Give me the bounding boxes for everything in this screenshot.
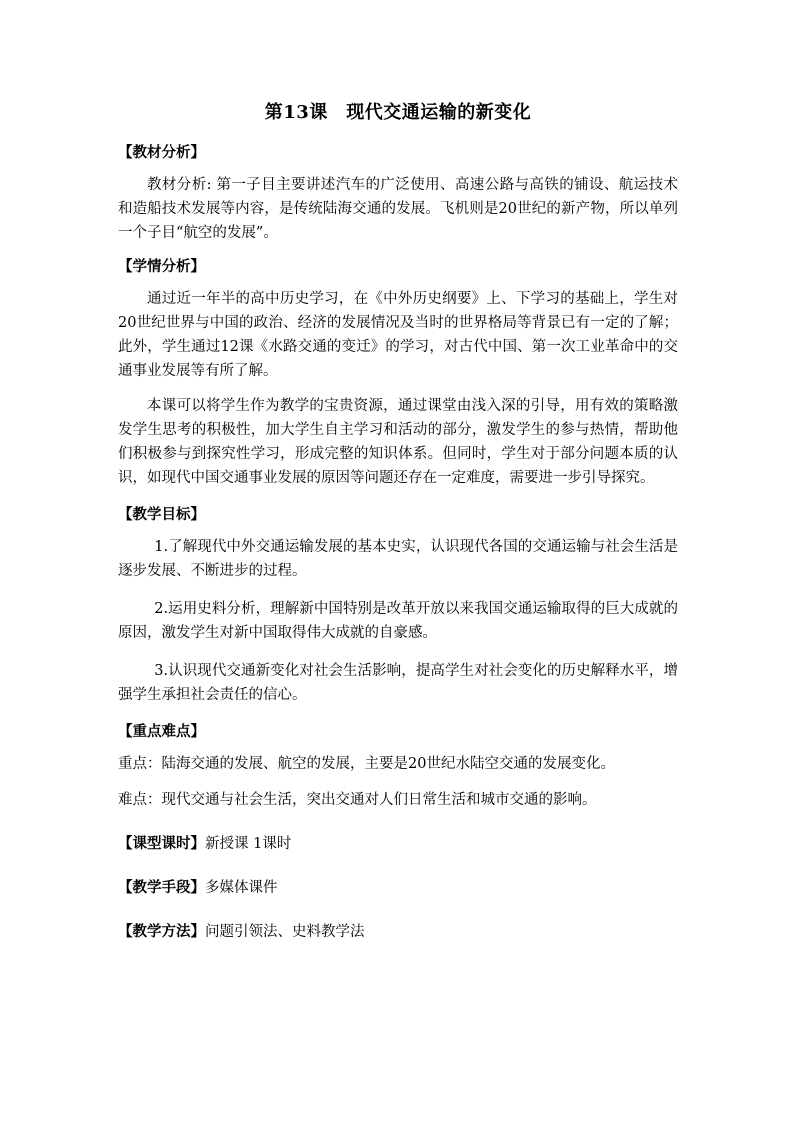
section-heading: 【教学目标】 xyxy=(118,506,205,523)
section-key-points xyxy=(118,721,678,812)
goal-item: 2.运用史料分析，理解新中国特别是改革开放以来我国交通运输取得的巨大成就的原因，激发学生对新中国取得伟大成就的自豪感。 xyxy=(118,601,678,641)
section-textbook-analysis xyxy=(118,142,678,245)
section-heading: 【学情分析】 xyxy=(118,258,205,275)
teaching-methods-value: 问题引领法、史料教学法 xyxy=(205,924,365,940)
section-student-analysis xyxy=(118,256,678,490)
key-point: 重点：陆海交通的发展、航空的发展，主要是20世纪水陆空交通的发展变化。 xyxy=(118,756,615,772)
difficult-point: 难点：现代交通与社会生活，突出交通对人们日常生活和城市交通的影响。 xyxy=(118,792,597,808)
lesson-type-line xyxy=(118,832,678,856)
teaching-means-line xyxy=(118,876,678,900)
section-paragraph: 本课可以将学生作为教学的宝贵资源，通过课堂由浅入深的引导，用有效的策略激发学生思考的积极性，加大学生自主学习和活动的部分，激发学生的参与热情，帮助他们积极参与到探究性学习，形成完整的知识体系。但同时，学生对于部分问题本质的认识，如现代中国交通事业发展的原因等问题还存在一定难度，需要进一步引导探究。 xyxy=(118,398,678,486)
section-heading: 【重点难点】 xyxy=(118,723,205,740)
section-heading: 【教材分析】 xyxy=(118,144,205,161)
document-page xyxy=(118,100,678,964)
section-paragraph: 通过近一年半的高中历史学习，在《中外历史纲要》上、下学习的基础上，学生对20世纪世界与中国的政治、经济的发展情况及当时的世界格局等背景已有一定的了解；此外，学生通过12课《水路交通的变迁》的学习，对古代中国、第一次工业革命中的交通事业发展等有所了解。 xyxy=(118,291,678,379)
section-teaching-goals xyxy=(118,504,678,707)
goal-item: 1.了解现代中外交通运输发展的基本史实，认识现代各国的交通运输与社会生活是逐步发展、不断进步的过程。 xyxy=(118,539,678,579)
section-paragraph: 教材分析: 第一子目主要讲述汽车的广泛使用、高速公路与高铁的铺设、航运技术和造船技术发展等内容，是传统陆海交通的发展。飞机则是20世纪的新产物，所以单列一个子目“航空的发展”。 xyxy=(118,177,678,241)
teaching-methods-heading: 【教学方法】 xyxy=(118,923,205,940)
teaching-methods-line xyxy=(118,920,678,944)
teaching-means-value: 多媒体课件 xyxy=(205,880,278,896)
page-title: 第13课 现代交通运输的新变化 xyxy=(264,102,532,123)
lesson-type-value: 新授课 1课时 xyxy=(205,836,292,852)
goal-item: 3.认识现代交通新变化对社会生活影响，提高学生对社会变化的历史解释水平，增强学生承担社会责任的信心。 xyxy=(118,663,678,703)
lesson-type-heading: 【课型课时】 xyxy=(118,835,205,852)
teaching-means-heading: 【教学手段】 xyxy=(118,879,205,896)
